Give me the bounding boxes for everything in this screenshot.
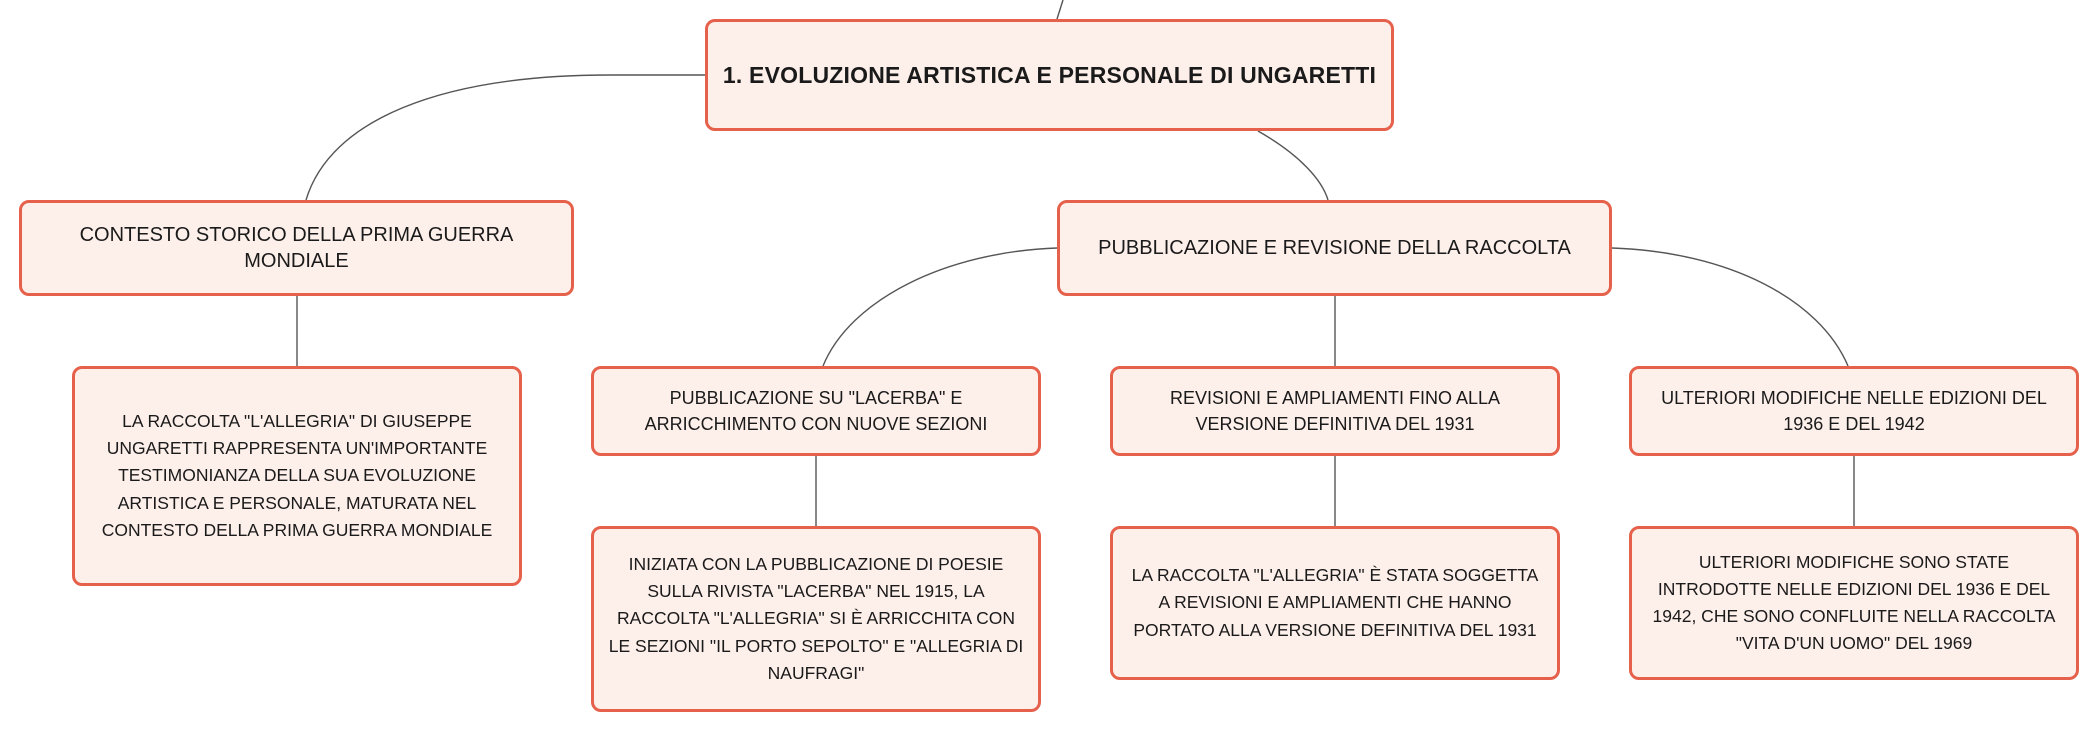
node-ulteriori-modifiche[interactable] bbox=[1629, 366, 2079, 456]
node-pubblicazione-lacerba-label: PUBBLICAZIONE SU "LACERBA" E ARRICCHIMENTO CON NUOVE SEZIONI bbox=[644, 387, 988, 434]
node-contesto-storico-label: CONTESTO STORICO DELLA PRIMA GUERRA MONDIALE bbox=[79, 224, 514, 272]
node-ulteriori-modifiche-label: ULTERIORI MODIFICHE NELLE EDIZIONI DEL 1936 E DEL 1942 bbox=[1661, 387, 2047, 434]
node-pubblicazione-revisione-label: PUBBLICAZIONE E REVISIONE DELLA RACCOLTA bbox=[1098, 237, 1571, 259]
node-revisioni-detail[interactable] bbox=[1110, 526, 1560, 680]
connector-root-to-pubblicazione bbox=[1258, 131, 1328, 200]
node-contesto-storico[interactable] bbox=[19, 200, 574, 296]
connector-pubblicazione-to-lacerba bbox=[823, 248, 1057, 366]
node-pubblicazione-revisione[interactable] bbox=[1057, 200, 1612, 296]
connector-root-to-contesto bbox=[306, 75, 705, 200]
node-revisioni-ampliamenti[interactable] bbox=[1110, 366, 1560, 456]
node-revisioni-detail-text: LA RACCOLTA "L'ALLEGRIA" È STATA SOGGETTA A REVISIONI E AMPLIAMENTI CHE HANNO PORTATO ALLA VERSIONE DEFINITIVA DEL 1931 bbox=[1131, 565, 1539, 640]
node-revisioni-ampliamenti-label: REVISIONI E AMPLIAMENTI FINO ALLA VERSIONE DEFINITIVA DEL 1931 bbox=[1169, 387, 1501, 434]
node-ulteriori-detail-text: ULTERIORI MODIFICHE SONO STATE INTRODOTTE NELLE EDIZIONI DEL 1936 E DEL 1942, CHE SONO CONFLUITE NELLA RACCOLTA "VITA D'UN UOMO" DEL 1969 bbox=[1652, 551, 2056, 654]
node-pubblicazione-lacerba[interactable] bbox=[591, 366, 1041, 456]
connector-parent-to-root bbox=[1057, 0, 1063, 19]
node-contesto-detail-text: LA RACCOLTA "L'ALLEGRIA" DI GIUSEPPE UNGARETTI RAPPRESENTA UN'IMPORTANTE TESTIMONIANZA DELLA SUA EVOLUZIONE ARTISTICA E PERSONALE, MATURATA NEL CONTESTO DELLA PRIMA GUERRA MONDIALE bbox=[101, 411, 493, 540]
node-lacerba-detail-text: INIZIATA CON LA PUBBLICAZIONE DI POESIE SULLA RIVISTA "LACERBA" NEL 1915, LA RACCOLTA "L'ALLEGRIA" SI È ARRICCHITA CON LE SEZIONI "IL PORTO SEPOLTO" E "ALLEGRIA DI NAUFRAGI" bbox=[608, 554, 1024, 683]
root-node[interactable] bbox=[705, 19, 1394, 131]
root-node-label: 1. EVOLUZIONE ARTISTICA E PERSONALE DI UNGARETTI bbox=[722, 61, 1377, 88]
node-contesto-detail[interactable] bbox=[72, 366, 522, 586]
node-ulteriori-detail[interactable] bbox=[1629, 526, 2079, 680]
connector-pubblicazione-to-ulteriori bbox=[1612, 248, 1848, 366]
node-lacerba-detail[interactable] bbox=[591, 526, 1041, 712]
